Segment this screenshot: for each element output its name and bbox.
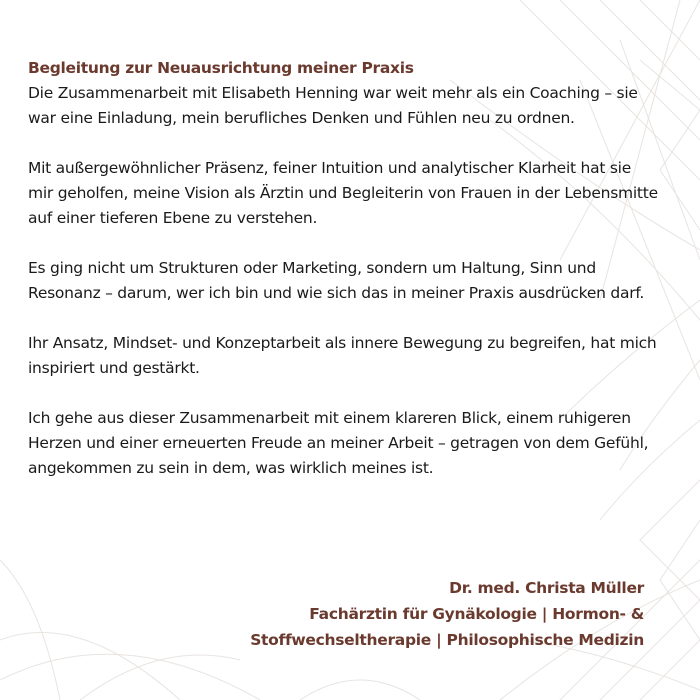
testimonial-paragraph-5: Ich gehe aus dieser Zusammenarbeit mit einem klareren Blick, einem ruhigeren Herzen und einer erneuerten Freude an meiner Arbeit – getragen von dem Gefühl, angekommen zu sein in dem, was wirklich meines ist. [28,409,649,477]
signature-block [124,575,644,653]
testimonial-headline: Begleitung zur Neuausrichtung meiner Praxis [28,59,414,77]
testimonial-paragraph-4: Ihr Ansatz, Mindset- und Konzeptarbeit als innere Bewegung zu begreifen, hat mich inspiriert und gestärkt. [28,334,657,377]
signature-title-line-2: Stoffwechseltherapie | Philosophische Medizin [250,631,644,649]
signature-name: Dr. med. Christa Müller [449,579,644,597]
testimonial-paragraph-2: Mit außergewöhnlicher Präsenz, feiner Intuition und analytischer Klarheit hat sie mir geholfen, meine Vision als Ärztin und Begleiterin von Frauen in der Lebensmitte auf einer tieferen Ebene zu verstehen. [28,159,658,227]
testimonial-paragraph-1: Die Zusammenarbeit mit Elisabeth Henning war weit mehr als ein Coaching – sie war eine Einladung, mein berufliches Denken und Fühlen neu zu ordnen. [28,84,638,127]
testimonial-body [28,56,658,506]
testimonial-paragraph-3: Es ging nicht um Strukturen oder Marketing, sondern um Haltung, Sinn und Resonanz – darum, wer ich bin und wie sich das in meiner Praxis ausdrücken darf. [28,259,645,302]
signature-title-line-1: Fachärztin für Gynäkologie | Hormon- & [309,605,644,623]
